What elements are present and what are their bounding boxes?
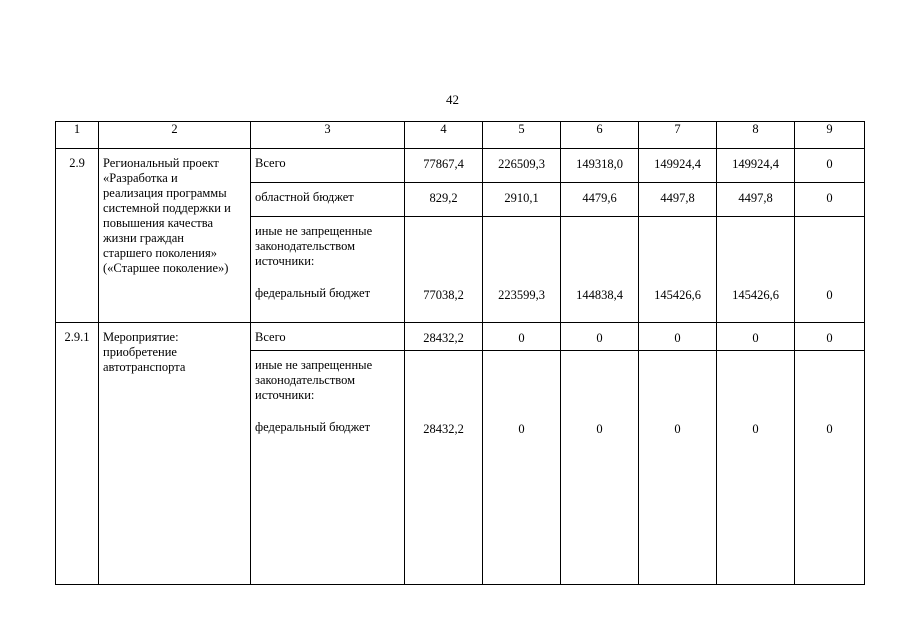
source-label: областной бюджет bbox=[251, 183, 405, 217]
header-cell: 9 bbox=[795, 122, 865, 149]
source-line: законодательством bbox=[255, 373, 356, 387]
page-number: 42 bbox=[446, 92, 459, 107]
name-line: («Старшее поколение») bbox=[103, 261, 229, 275]
header-cell: 2 bbox=[99, 122, 251, 149]
value-cell bbox=[405, 351, 483, 585]
value-cell bbox=[483, 217, 561, 323]
name-line: жизни граждан bbox=[103, 231, 184, 245]
value-cell bbox=[717, 217, 795, 323]
name-line: «Разработка и bbox=[103, 171, 178, 185]
value-text: 77038,2 bbox=[423, 288, 464, 302]
value-cell: 0 bbox=[483, 323, 561, 351]
source-line: иные не запрещенные bbox=[255, 224, 373, 238]
name-line: повышения качества bbox=[103, 216, 214, 230]
table-row bbox=[56, 149, 865, 183]
source-label: Всего bbox=[251, 323, 405, 351]
value-text: 144838,4 bbox=[576, 288, 623, 302]
value-text: 145426,6 bbox=[654, 288, 701, 302]
value-cell bbox=[639, 351, 717, 585]
value-text: 0 bbox=[674, 422, 681, 436]
table-row bbox=[56, 323, 865, 351]
row-code: 2.9.1 bbox=[56, 323, 99, 585]
value-cell: 0 bbox=[795, 183, 865, 217]
header-cell: 5 bbox=[483, 122, 561, 149]
value-text: 0 bbox=[518, 422, 525, 436]
value-cell bbox=[795, 351, 865, 585]
budget-table bbox=[55, 121, 865, 585]
value-cell: 0 bbox=[795, 149, 865, 183]
value-cell bbox=[561, 217, 639, 323]
header-cell: 6 bbox=[561, 122, 639, 149]
header-row bbox=[56, 122, 865, 149]
value-cell: 2910,1 bbox=[483, 183, 561, 217]
value-cell: 0 bbox=[795, 323, 865, 351]
value-cell: 4479,6 bbox=[561, 183, 639, 217]
value-cell bbox=[483, 351, 561, 585]
value-cell bbox=[561, 351, 639, 585]
value-text: 0 bbox=[826, 288, 833, 302]
value-cell: 0 bbox=[639, 323, 717, 351]
header-cell: 1 bbox=[56, 122, 99, 149]
value-text: 0 bbox=[752, 422, 759, 436]
value-cell: 0 bbox=[717, 323, 795, 351]
value-text: 145426,6 bbox=[732, 288, 779, 302]
source-line: федеральный бюджет bbox=[255, 420, 371, 434]
header-cell: 4 bbox=[405, 122, 483, 149]
value-cell: 77867,4 bbox=[405, 149, 483, 183]
name-line: приобретение bbox=[103, 345, 177, 359]
source-line: законодательством bbox=[255, 239, 356, 253]
value-cell bbox=[795, 217, 865, 323]
source-label bbox=[251, 351, 405, 585]
value-cell bbox=[639, 217, 717, 323]
value-text: 0 bbox=[826, 422, 833, 436]
header-cell: 8 bbox=[717, 122, 795, 149]
source-line: источники: bbox=[255, 254, 315, 268]
row-code: 2.9 bbox=[56, 149, 99, 323]
value-cell: 829,2 bbox=[405, 183, 483, 217]
source-label: Всего bbox=[251, 149, 405, 183]
value-cell: 4497,8 bbox=[717, 183, 795, 217]
value-cell: 226509,3 bbox=[483, 149, 561, 183]
name-line: старшего поколения» bbox=[103, 246, 217, 260]
value-text: 28432,2 bbox=[423, 422, 464, 436]
value-cell: 28432,2 bbox=[405, 323, 483, 351]
source-line: источники: bbox=[255, 388, 315, 402]
name-line: реализация программы bbox=[103, 186, 227, 200]
header-cell: 7 bbox=[639, 122, 717, 149]
source-line: федеральный бюджет bbox=[255, 286, 371, 300]
name-line: автотранспорта bbox=[103, 360, 186, 374]
source-label bbox=[251, 217, 405, 323]
value-cell bbox=[405, 217, 483, 323]
name-line: системной поддержки и bbox=[103, 201, 231, 215]
name-line: Мероприятие: bbox=[103, 330, 179, 344]
row-name bbox=[99, 149, 251, 323]
value-cell bbox=[717, 351, 795, 585]
value-cell: 149924,4 bbox=[639, 149, 717, 183]
value-text: 0 bbox=[596, 422, 603, 436]
value-cell: 4497,8 bbox=[639, 183, 717, 217]
value-cell: 149924,4 bbox=[717, 149, 795, 183]
value-cell: 0 bbox=[561, 323, 639, 351]
row-name bbox=[99, 323, 251, 585]
value-cell: 149318,0 bbox=[561, 149, 639, 183]
name-line: Региональный проект bbox=[103, 156, 219, 170]
header-cell: 3 bbox=[251, 122, 405, 149]
value-text: 223599,3 bbox=[498, 288, 545, 302]
source-line: иные не запрещенные bbox=[255, 358, 373, 372]
